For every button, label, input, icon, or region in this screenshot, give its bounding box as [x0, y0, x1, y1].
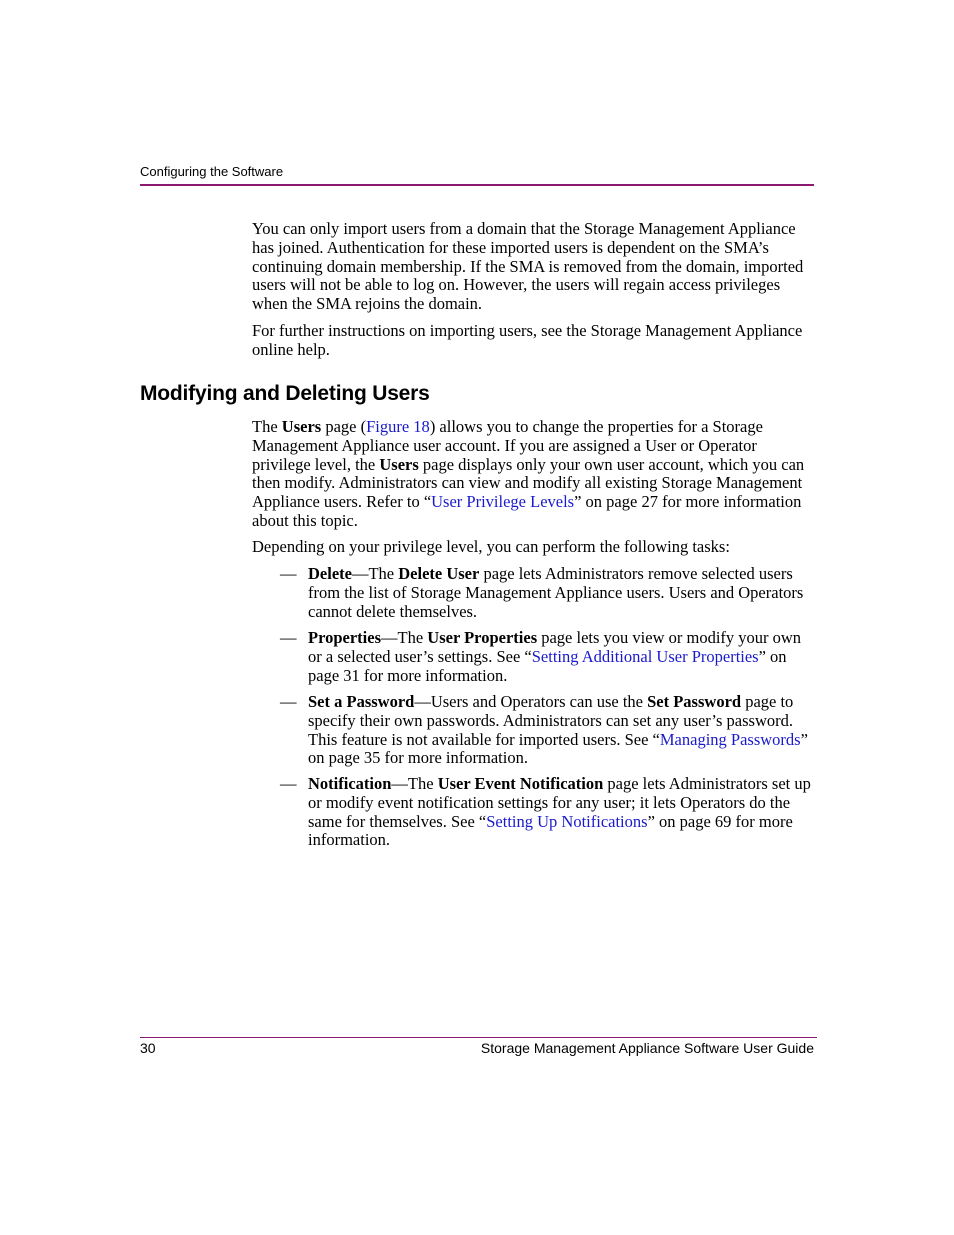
text: ” on page 69 for more information. [308, 811, 793, 850]
section-paragraph-2-text: Depending on your privilege level, you can perform the following tasks: [252, 537, 730, 556]
text: ) allows you to change the properties for a Storage Management Appliance user account. If you are assigned a User or Operator privilege level, the [252, 417, 763, 474]
text: —The [391, 774, 438, 793]
task-text [308, 775, 814, 850]
text: page ( [321, 417, 367, 436]
bold-term: Users [379, 454, 419, 474]
text: page displays only your own user account, which you can then modify. Administrators can view and modify all existing Storage Management Appliance users. Refer to “ [252, 454, 805, 512]
text: page lets Administrators remove selected users from the list of Storage Management Appliance users. Users and Operators cannot delete themselves. [308, 564, 804, 621]
text: —The [351, 564, 399, 583]
page-name: User Event Notification [437, 774, 604, 793]
task-title: Notification [308, 774, 392, 793]
managing-passwords-link[interactable]: Managing Passwords [659, 729, 801, 749]
intro-paragraph-1 [252, 220, 814, 314]
section-heading: Modifying and Deleting Users [140, 382, 430, 405]
text: page lets Administrators set up or modify event notification settings for any user; it lets Operators do the same for themselves. See “ [308, 774, 811, 831]
task-text [308, 693, 814, 768]
footer-rule [140, 1037, 817, 1038]
text: The [252, 417, 282, 436]
section-paragraph-2 [252, 538, 814, 557]
page-name: Set Password [647, 692, 742, 711]
user-privilege-levels-link[interactable]: User Privilege Levels [431, 492, 575, 512]
section-paragraph-1 [252, 418, 814, 531]
text: page to specify their own passwords. Administrators can set any user’s password. This feature is not available for imported users. See “ [308, 692, 794, 749]
header-rule [140, 184, 814, 186]
page-name: Delete User [398, 564, 480, 583]
figure-18-link[interactable]: Figure 18 [366, 417, 430, 436]
dash-bullet: — [280, 564, 297, 583]
text: page lets you view or modify your own or a selected user’s settings. See “ [308, 628, 802, 666]
task-title: Properties [308, 628, 382, 647]
text: —Users and Operators can use the [414, 692, 648, 711]
text: ” on page 31 for more information. [308, 646, 787, 685]
bold-term: Users [281, 417, 322, 436]
task-title: Set a Password [308, 692, 415, 711]
dash-bullet: — [280, 628, 297, 647]
running-header: Configuring the Software [140, 164, 284, 179]
task-text [308, 565, 814, 621]
text: —The [381, 628, 428, 647]
dash-bullet: — [280, 692, 297, 711]
setting-up-notifications-link[interactable]: Setting Up Notifications [486, 811, 648, 831]
text: ” on page 35 for more information. [308, 729, 808, 768]
dash-bullet: — [280, 774, 297, 793]
intro-paragraph-1-text: You can only import users from a domain that the Storage Management Appliance has joined. Authentication for these imported users is dependent on the SMA’s continuing domain membership. If the SMA is removed from the domain, imported users will not be able to log on. However, the users will regain access privileges when the SMA rejoins the domain. [252, 219, 804, 314]
intro-paragraph-2 [252, 322, 814, 360]
text: ” on page 27 for more information about this topic. [252, 492, 802, 530]
intro-paragraph-2-text: For further instructions on importing users, see the Storage Management Appliance online help. [252, 321, 803, 359]
page-number: 30 [140, 1040, 156, 1056]
page-name: User Properties [427, 628, 538, 647]
footer-doc-title: Storage Management Appliance Software User Guide [480, 1040, 814, 1056]
task-title: Delete [308, 564, 352, 583]
setting-additional-user-properties-link[interactable]: Setting Additional User Properties [531, 646, 759, 666]
task-text [308, 629, 814, 685]
